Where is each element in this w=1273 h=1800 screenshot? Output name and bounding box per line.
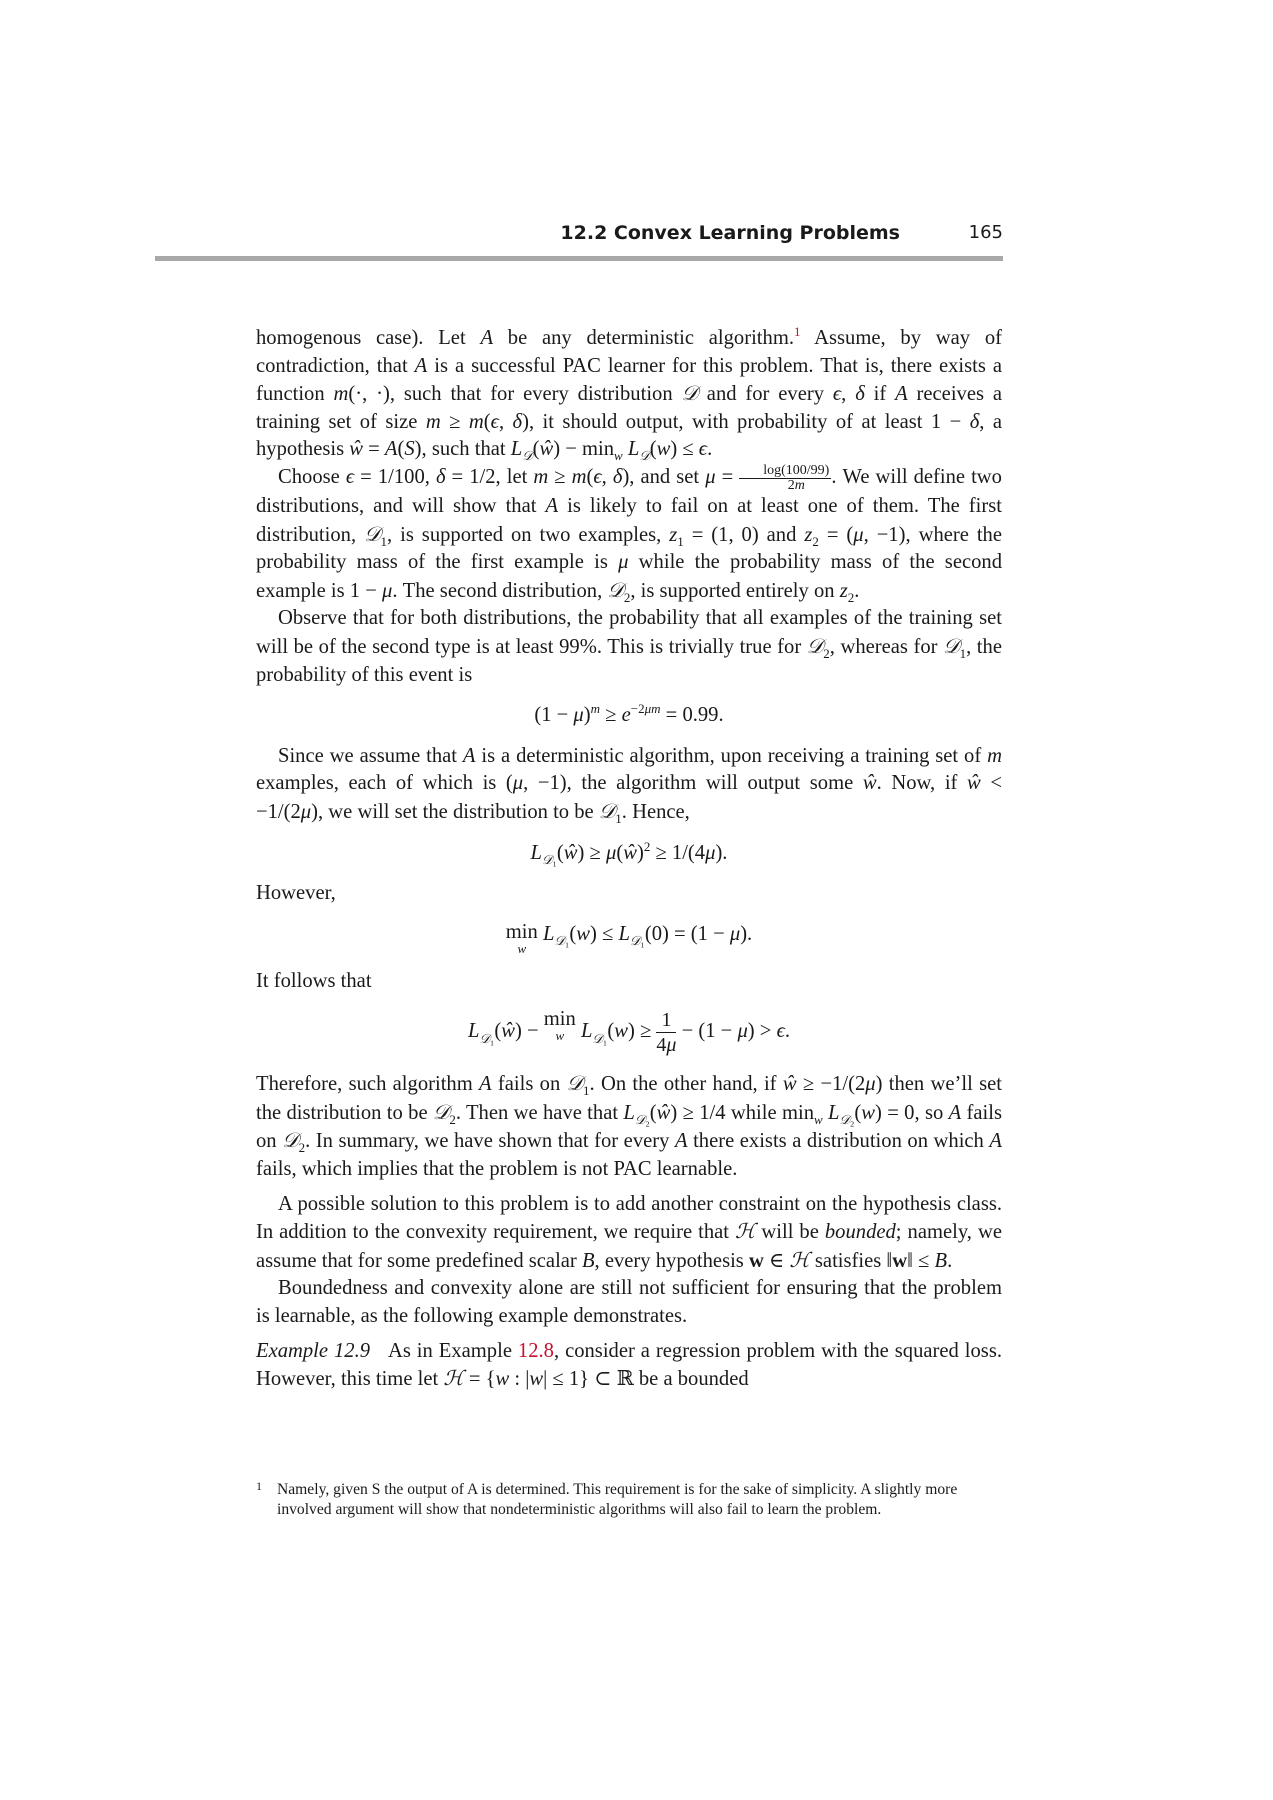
paragraph: Since we assume that A is a deterministic algorithm, upon receiving a training set of m examples, each of which is (μ, −1), the algorithm will output some ŵ. Now, if ŵ < −1/(2μ), we will set the distribution to be 𝒟$_1$. Hence, bbox=[256, 744, 1002, 827]
display-equation: $L_{𝒟_1}(ŵ) - \min$ w $L_{𝒟_1}(w)$ ≥ $\frac{1}{4\mu} - (1 - \mu) > \epsilon$. bbox=[467, 1008, 791, 1057]
example-label: Example 12.9 bbox=[256, 1339, 371, 1362]
paragraph: Observe that for both distributions, the probability that all examples of the training set will be of the second type is at least 99%. This is trivially true for 𝒟$_2$, whereas for 𝒟$_1$, the probability of this event is bbox=[256, 607, 1002, 686]
page-number: 165 bbox=[968, 222, 1003, 243]
paragraph: Therefore, such algorithm A fails on 𝒟$_1$. On the other hand, if ŵ ≥ −1/(2μ) then we’ll set the distribution to be 𝒟$_2$. Then we have that $L_{𝒟_2}(ŵ) \ge 1/4$ while $\min_w L_{𝒟_2}(w) = 0$, so A fails on 𝒟$_2$. In summary, we have shown that for every A there exists a distribution on which A fails, which implies that the problem is not PAC learnable. bbox=[256, 1071, 1002, 1181]
paragraph: Boundedness and convexity alone are still not sufficient for ensuring that the problem is learnable, as the following example demonstrates. bbox=[256, 1277, 1002, 1328]
footnote-marker: 1 bbox=[256, 1479, 262, 1493]
footnote-text: Namely, given S the output of A is determined. This requirement is for the sake of simplicity. A slightly more involved argument will show that nondeterministic algorithms will also fail to learn the problem. bbox=[277, 1481, 958, 1518]
paragraph: homogenous case). Let A be any deterministic algorithm.$^1$ Assume, by way of contradiction, that A is a successful PAC learner for this problem. That is, there exists a function m(·, ·), such that for every distribution 𝒟 and for every ϵ, δ if A receives a training set of size m ≥ m(ϵ, δ), it should output, with probability of at least 1 − δ, a hypothesis ŵ = A(S), such that $L_𝒟(ŵ) - \min_w L_𝒟(w) \le \epsilon$. bbox=[256, 324, 1003, 465]
display-equation: min w $L_{𝒟_1}(w) \le L_{𝒟_1}(0) = (1 - \mu)$. bbox=[505, 920, 753, 956]
example-ref-link[interactable]: 12.8 bbox=[517, 1339, 554, 1362]
mu-fraction: $\frac{\log(100/99)}{2m}$ bbox=[739, 464, 831, 493]
main-text bbox=[256, 325, 1002, 1394]
paragraph: A possible solution to this problem is to add another constraint on the hypothesis class. In addition to the convexity requirement, we require that ℋ will be bounded; namely, we assume that for some predefined scalar B, every hypothesis w ∈ ℋ satisfies ‖w‖ ≤ B. bbox=[256, 1192, 1002, 1272]
paragraph: However, bbox=[256, 882, 336, 905]
footnote-ref[interactable]: 1 bbox=[794, 324, 801, 340]
bounded-emphasis: bounded bbox=[824, 1221, 896, 1244]
display-equation: $(1 - \mu)^m \ge e^{-2\mu m} = 0.99$. bbox=[534, 701, 724, 727]
paragraph: Choose ϵ = 1/100, δ = 1/2, let m ≥ m(ϵ, δ), and set μ = $\frac{\log(100/99)}{2m}$ . We will define two distributions, and will show that A is likely to fail on at least one of them. The first distribution, 𝒟$_1$, is supported on two examples, $z_1 = (1$, 0) and $z_2 = (\mu$, −1), where the probability mass of the first example is μ while the probability mass of the second example is 1 − μ. The second distribution, 𝒟$_2$, is supported entirely on $z_2$. bbox=[256, 462, 1002, 605]
display-equation: $L_{𝒟_1}(ŵ)$ ≥ μ(ŵ)$^2$ ≥ 1/(4μ). bbox=[530, 838, 728, 868]
paragraph: Example 12.9 As in Example 12.8, consider a regression problem with the squared loss. However, this time let ℋ = {w : |w| ≤ 1} ⊂ ℝ be a bounded bbox=[256, 1339, 1002, 1391]
footnote bbox=[256, 1480, 1002, 1519]
section-title: 12.2 Convex Learning Problems bbox=[560, 222, 900, 244]
paragraph: It follows that bbox=[256, 969, 372, 992]
header-rule bbox=[155, 256, 1003, 261]
